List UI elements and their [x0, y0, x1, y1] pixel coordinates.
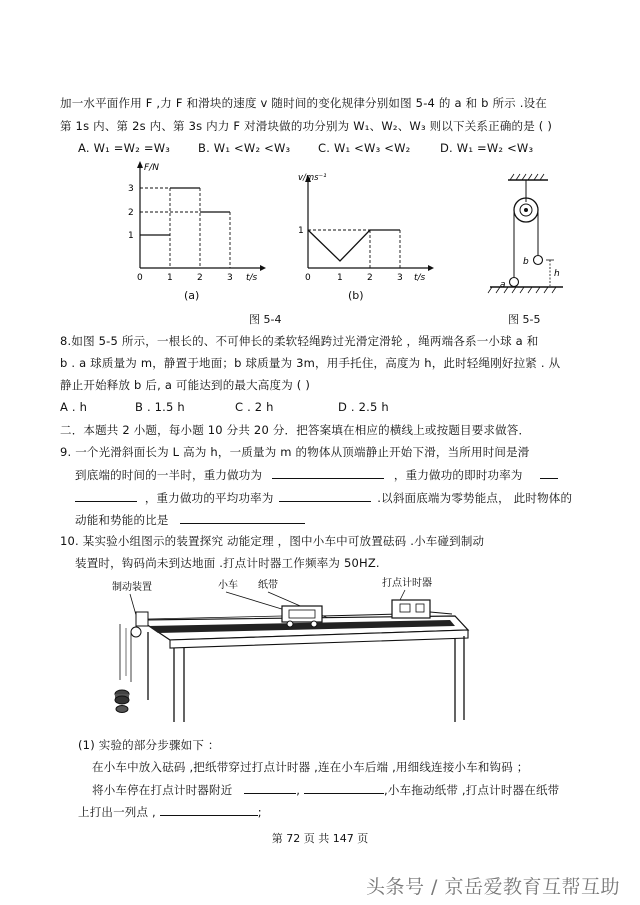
steps-line2-text-c: ,小车拖动纸带 ,打点计时器在纸带 — [383, 783, 560, 797]
steps-line3-text-a: 上打出一列点 , — [78, 805, 156, 819]
fig-b-xlabel: t/s — [414, 273, 426, 283]
q7-line1: 加一水平面作用 F ,力 F 和滑块的速度 v 随时间的变化规律分别如图 5-4 的 a 和 b 所示 .设在 — [60, 96, 547, 110]
q8-option-a: A . h — [60, 400, 88, 414]
figure-5-5-pulley — [478, 172, 568, 302]
q9-line4 — [75, 511, 305, 528]
steps-line3-text-b: ; — [257, 805, 262, 819]
fig-a-xtick-0: 0 — [137, 273, 143, 283]
fig-b-ylabel: v/ms⁻¹ — [298, 173, 327, 183]
fig-a-xtick-2: 2 — [197, 273, 203, 283]
fig-a-ytick-1: 1 — [128, 231, 134, 241]
q8-line1: 8.如图 5-5 所示，一根长的、不可伸长的柔软轻绳跨过光滑定滑轮 ，绳两端各系一小球 a 和 — [60, 334, 539, 348]
steps-blank-3[interactable] — [160, 803, 258, 816]
caption-fig-5-4: 图 5-4 — [249, 313, 282, 326]
label-cart: 小车 — [218, 580, 238, 591]
q7-option-b: B. W₁ <W₂ <W₃ — [198, 141, 291, 155]
steps-blank-2[interactable] — [304, 781, 384, 794]
q9-line3-text-b: .以斜面底端为零势能点， 此时物体的 — [377, 491, 573, 505]
fig-b-xtick-1: 1 — [337, 273, 343, 283]
q9-blank-avg-power[interactable] — [279, 489, 371, 502]
steps-line3 — [78, 803, 262, 820]
fig-b-xtick-0: 0 — [305, 273, 311, 283]
fig-b-xtick-3: 3 — [397, 273, 403, 283]
q8-option-d: D . 2.5 h — [338, 400, 389, 414]
q9-blank-ratio[interactable] — [180, 511, 305, 524]
q9-blank-work[interactable] — [272, 466, 384, 479]
q8-option-c: C . 2 h — [235, 400, 274, 414]
figure-5-4a-graph — [118, 158, 268, 283]
caption-fig-5-5: 图 5-5 — [508, 313, 541, 326]
label-a: a — [500, 280, 506, 290]
q9-line2-text-b: ，重力做功的即时功率为 — [393, 468, 523, 482]
label-tape: 纸带 — [258, 580, 278, 591]
steps-blank-1[interactable] — [244, 781, 296, 794]
label-brake: 制动装置 — [112, 582, 152, 593]
fig-a-caption: (a) — [184, 289, 200, 302]
label-h: h — [554, 269, 560, 279]
steps-line2-comma: , — [296, 783, 301, 797]
steps-line2 — [92, 781, 559, 798]
q10-line2: 装置时，钩码尚未到达地面 .打点计时器工作频率为 50HZ. — [75, 556, 380, 570]
q9-blank-power-start[interactable] — [540, 466, 558, 479]
fig-a-xtick-3: 3 — [227, 273, 233, 283]
fig-a-xtick-1: 1 — [167, 273, 173, 283]
steps-line2-text-a: 将小车停在打点计时器附近 — [92, 783, 233, 797]
q9-line3-text-a: ，重力做功的平均功率为 — [144, 491, 274, 505]
label-timer: 打点计时器 — [382, 578, 432, 589]
section-two-heading: 二．本题共 2 小题，每小题 10 分共 20 分．把答案填在相应的横线上或按题目要求做答． — [60, 423, 531, 437]
q7-option-c: C. W₁ <W₃ <W₂ — [318, 141, 411, 155]
fig-a-ylabel: F/N — [144, 163, 159, 173]
q7-line2: 第 1s 内、第 2s 内、第 3s 内力 F 对滑块做的功分别为 W₁、W₂、W₃ 则以下关系正确的是 ( ) — [60, 119, 553, 133]
q8-option-b: B . 1.5 h — [135, 400, 185, 414]
watermark: 头条号 / 京岳爱教育互帮互助 — [366, 876, 620, 898]
steps-title: (1) 实验的部分步骤如下 ： — [78, 738, 220, 752]
q7-option-d: D. W₁ =W₂ <W₃ — [440, 141, 534, 155]
fig-a-ytick-3: 3 — [128, 184, 134, 194]
fig-b-ytick-1: 1 — [298, 226, 304, 236]
q9-line1: 9. 一个光滑斜面长为 L 高为 h，一质量为 m 的物体从顶端静止开始下滑，当所用时间是滑 — [60, 445, 530, 459]
q7-option-a: A. W₁ =W₂ =W₃ — [78, 141, 171, 155]
q10-line1: 10. 某实验小组图示的装置探究 动能定理 ，图中小车中可放置砝码 .小车碰到制动 — [60, 534, 485, 548]
q8-line2: b . a 球质量为 m，静置于地面；b 球质量为 3m，用手托住，高度为 h，此时轻绳刚好拉紧 . 从 — [60, 356, 561, 370]
q9-blank-power[interactable] — [75, 489, 137, 502]
steps-line1: 在小车中放入砝码 ,把纸带穿过打点计时器 ,连在小车后端 ,用细线连接小车和钩码 ； — [92, 760, 529, 774]
q9-line2-text-a: 到底端的时间的一半时，重力做功为 — [75, 468, 263, 482]
fig-a-ytick-2: 2 — [128, 208, 134, 218]
page-footer: 第 72 页 共 147 页 — [271, 832, 369, 845]
figure-5-4b-graph — [290, 168, 440, 283]
experiment-apparatus — [100, 572, 472, 724]
q9-line3 — [75, 489, 572, 506]
fig-b-caption: (b) — [348, 289, 364, 302]
q9-line4-text: 动能和势能的比是 — [75, 513, 169, 527]
label-b: b — [523, 257, 529, 267]
fig-b-xtick-2: 2 — [367, 273, 373, 283]
q9-line2 — [75, 466, 558, 483]
fig-a-xlabel: t/s — [246, 273, 258, 283]
q8-line3: 静止开始释放 b 后, a 可能达到的最大高度为 ( ) — [60, 378, 311, 392]
